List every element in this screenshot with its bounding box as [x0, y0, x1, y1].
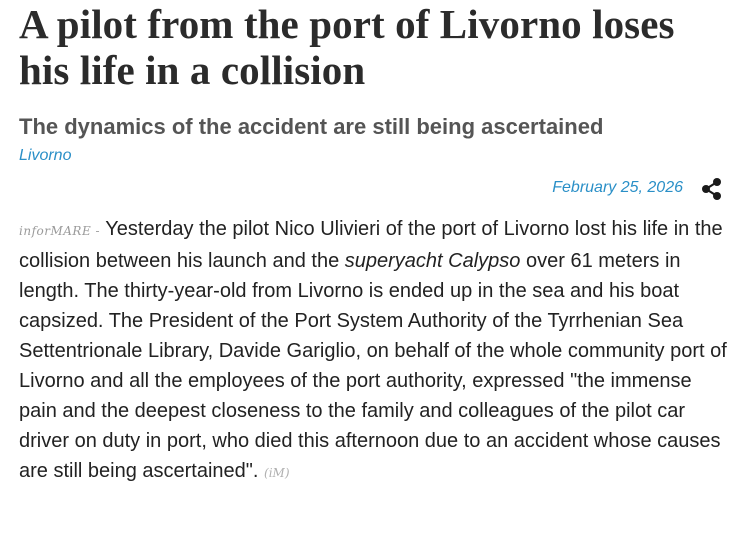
- body-text-part: Yesterday the pilot Nico Ulivieri of the port of Livorno lost his life in the collision between his launch and the: [19, 218, 723, 272]
- article-meta: [19, 172, 735, 202]
- end-mark: (iM): [264, 466, 290, 480]
- article-body: [19, 214, 735, 488]
- publish-date: February 25, 2026: [552, 179, 683, 196]
- headline: A pilot from the port of Livorno loses his life in a collision: [19, 1, 675, 93]
- body-text-part: over 61 meters in length. The thirty-year-old from Livorno is ended up in the sea and his boat capsized. The President of the Port System Authority of the Tyrrhenian Sea Settentrionale Library, Davide Gariglio, on behalf of the whole community port of Livorno and all the employees of the port authority, expressed "the immense pain and the deepest closeness to the family and colleagues of the pilot car driver on duty in port, who died this afternoon due to an accident whose causes are still being ascertained".: [19, 250, 727, 482]
- body-text-italic: superyacht Calypso: [344, 250, 521, 272]
- article: [19, 0, 735, 488]
- section-link[interactable]: Livorno: [19, 147, 72, 164]
- share-icon[interactable]: [699, 176, 725, 202]
- subtitle: The dynamics of the accident are still being ascertained: [19, 114, 604, 139]
- brand-mark: inforMARE -: [19, 224, 101, 238]
